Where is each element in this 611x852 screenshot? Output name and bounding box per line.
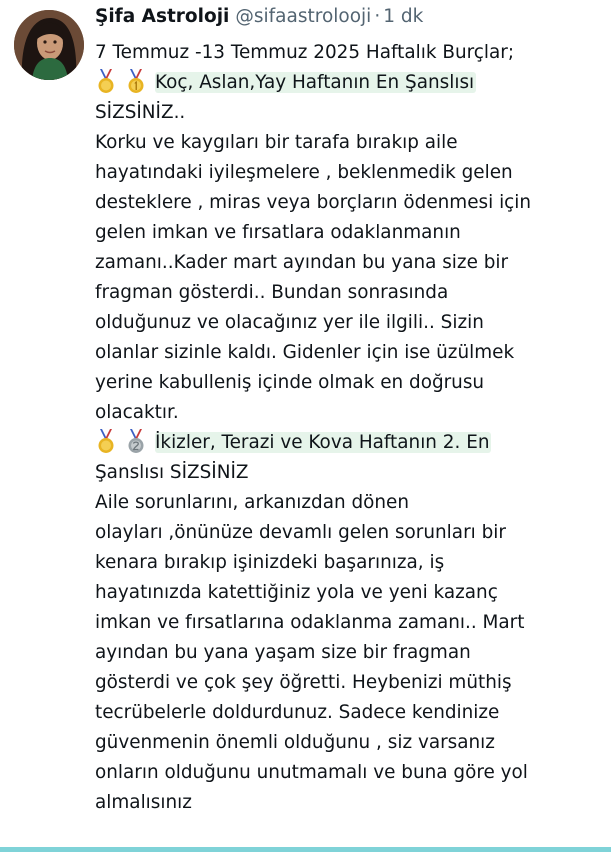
highlighted-text: İkizler, Terazi ve Kova Haftanın 2. En (155, 432, 490, 453)
text-line: onların olduğunu unutmamalı ve buna göre yol (95, 762, 528, 783)
text-line: hayatındaki iyileşmelere , beklenmedik gelen (95, 162, 513, 183)
text-line: yerine kabulleniş içinde olmak en doğrusu (95, 372, 485, 393)
sports-medal-icon (95, 428, 117, 454)
text-line: gösterdi ve çok şey öğretti. Heybenizi müthiş (95, 672, 512, 693)
text-line: hayatınızda katettiğiniz yola ve yeni kazanç (95, 582, 498, 603)
text-line: Korku ve kaygıları bir tarafa bırakıp aile (95, 132, 458, 153)
author-handle[interactable]: @sifaastrolooji (235, 6, 372, 27)
text-line: tecrübelerle doldurdunuz. Sadece kendinize (95, 702, 500, 723)
separator-dot: · (374, 6, 381, 27)
author-name[interactable]: Şifa Astroloji (95, 6, 230, 27)
sports-medal-icon (95, 68, 117, 94)
text-line: ayından bu yana yaşam size bir fragman (95, 642, 471, 663)
text-line: olacaktır. (95, 402, 179, 423)
timestamp[interactable]: 1 dk (383, 6, 424, 27)
text-line: güvenmenin önemli olduğunu , siz varsanız (95, 732, 495, 753)
text-line: Aile sorunlarını, arkanızdan dönen (95, 492, 410, 513)
avatar[interactable] (14, 10, 84, 80)
text-line (95, 428, 607, 458)
text-line: 7 Temmuz -13 Temmuz 2025 Haftalık Burçlar; (95, 42, 515, 63)
text-line: olduğunuz ve olacağınız yer ile ilgili.. Sizin (95, 312, 484, 333)
text-line: kenara bırakıp işinizdeki başarınıza, iş (95, 552, 445, 573)
profile-photo-icon (14, 10, 84, 80)
bottom-accent-bar (0, 847, 611, 852)
text-line (95, 68, 607, 98)
second-place-medal-icon (125, 428, 147, 454)
text-line: olanlar sizinle kaldı. Gidenler için ise üzülmek (95, 342, 515, 363)
text-line: imkan ve fırsatlarına odaklanma zamanı.. Mart (95, 612, 525, 633)
first-place-medal-icon (125, 68, 147, 94)
text-line: Şanslısı SİZSİNİZ (95, 462, 249, 483)
text-line: almalısınız (95, 792, 192, 813)
text-line: fragman gösterdi.. Bundan sonrasında (95, 282, 449, 303)
text-line: gelen imkan ve fırsatlara odaklanmanın (95, 222, 461, 243)
tweet-header (95, 6, 423, 36)
text-line: olayları ,önünüze devamlı gelen sorunları bir (95, 522, 506, 543)
text-line: SİZSİNİZ.. (95, 102, 186, 123)
tweet-text (95, 38, 607, 818)
highlighted-text: Koç, Aslan,Yay Haftanın En Şanslısı (155, 72, 475, 93)
text-line: desteklere , miras veya borçların ödenmesi için (95, 192, 532, 213)
text-line: zamanı..Kader mart ayından bu yana size bir (95, 252, 509, 273)
